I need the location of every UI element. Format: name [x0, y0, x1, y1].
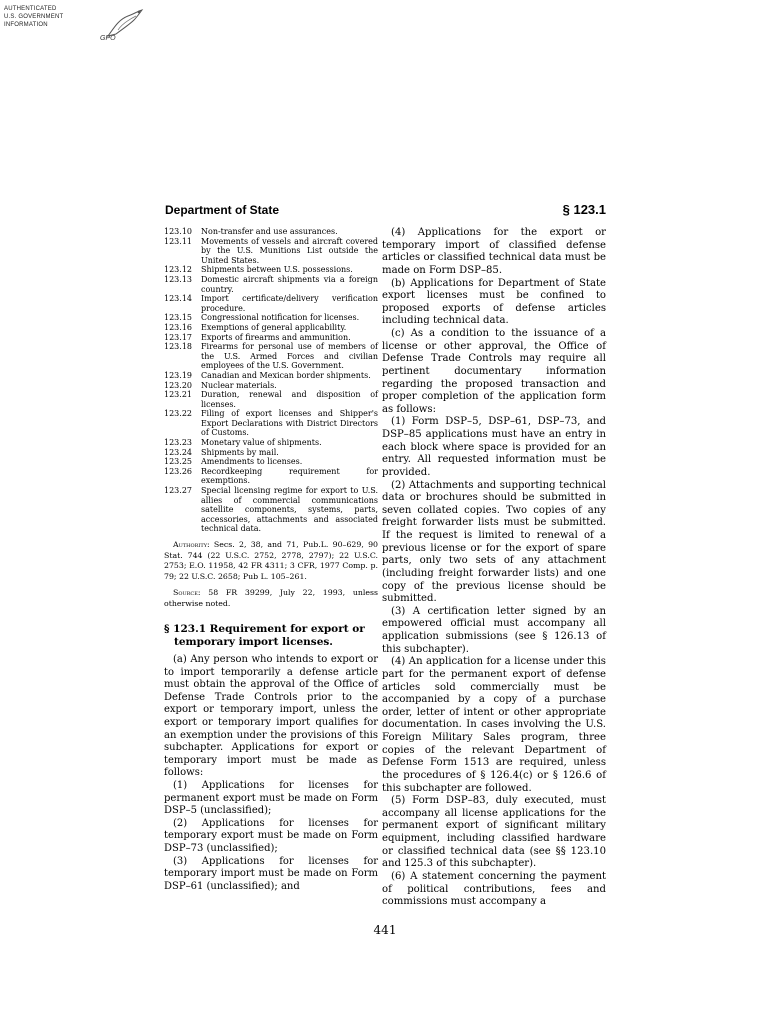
toc-entry: [164, 313, 378, 323]
toc-title: Amendments to licenses.: [201, 457, 303, 467]
body-paragraph: (2) Attachments and supporting technical data or brochures should be submitted in seven collated copies. Two copies of any freight forwarder lists must be submitted. If the request is limited to renewal of a previous license or for the export of spare parts, only two sets of any attachment (including freight forwarder lists) and one copy of the previous license should be submitted.: [382, 479, 606, 605]
toc-number: 123.24: [164, 447, 192, 457]
body-paragraph: (2) Applications for licenses for temporary export must be made on Form DSP–73 (unclassified);: [164, 817, 378, 854]
toc-number: 123.22: [164, 409, 192, 419]
toc-number: 123.21: [164, 390, 192, 400]
toc-number: 123.12: [164, 265, 192, 275]
toc-title: Firearms for personal use of members of the U.S. Armed Forces and civilian employees of the U.S. Government.: [201, 342, 378, 371]
toc-title: Domestic aircraft shipments via a foreign country.: [201, 274, 378, 294]
body-paragraph: (5) Form DSP–83, duly executed, must accompany all license applications for the permanent export of significant military equipment, including classified hardware or classified technical data (see §§ 123.10 and 125.3 of this subchapter).: [382, 795, 606, 870]
running-header-title: Department of State: [165, 203, 280, 217]
body-paragraph: (1) Applications for licenses for permanent export must be made on Form DSP–5 (unclassified);: [164, 779, 378, 817]
source-text: 58 FR 39299, July 22, 1993, unless otherwise noted.: [164, 588, 378, 608]
toc-title: Nuclear materials.: [201, 380, 277, 390]
toc-number: 123.15: [164, 313, 192, 323]
source-note: [164, 588, 378, 609]
toc-number: 123.14: [164, 294, 192, 304]
toc-number: 123.18: [164, 342, 192, 352]
body-paragraph: (3) A certification letter signed by an empowered official must accompany all application submissions (see § 126.13 of this subchapter).: [382, 605, 606, 655]
stamp-line: INFORMATION: [4, 22, 48, 28]
body-paragraph: (c) As a condition to the issuance of a license or other approval, the Office of Defense Trade Controls may require all pertinent documentary information regarding the proposed transaction and proper completion of the application form as follows:: [382, 328, 606, 415]
body-paragraph: (b) Applications for Department of State export licenses must be confined to proposed exports of defense articles including technical data.: [382, 277, 606, 327]
running-header-section: § 123.1: [562, 202, 606, 217]
toc-title: Non-transfer and use assurances.: [201, 227, 338, 236]
toc-title: Exports of firearms and ammunition.: [201, 332, 351, 342]
authority-label: Authority:: [173, 540, 210, 549]
section-heading: § 123.1 Requirement for export or temporary import licenses.: [164, 623, 365, 648]
toc-number: 123.11: [164, 236, 192, 246]
body-paragraph: (4) An application for a license under this part for the permanent export of defense articles sold commercially must be accompanied by a copy of a purchase order, letter of intent or other appropriate documentation. In cases involving the U.S. Foreign Military Sales program, three copies of the relevant Department of Defense Form 1513 are required, unless the procedures of § 126.4(c) or § 126.6 of this subchapter are followed.: [382, 656, 606, 794]
body-paragraph: (1) Form DSP–5, DSP–61, DSP–73, and DSP–85 applications must have an entry in each block where space is provided for an entry. All requested information must be provided.: [382, 416, 606, 478]
stamp-line: AUTHENTICATED: [4, 6, 57, 12]
toc-title: Shipments by mail.: [201, 447, 279, 457]
page-number: 441: [373, 923, 397, 937]
eagle-icon: [104, 8, 146, 40]
toc-title: Movements of vessels and aircraft covered by the U.S. Munitions List outside the United States.: [201, 236, 378, 265]
left-column: [164, 227, 378, 893]
toc-entry: [164, 237, 378, 266]
authority-note: [164, 540, 378, 582]
body-paragraph: (6) A statement concerning the payment of political contributions, fees and commissions must accompany a: [382, 870, 606, 908]
toc-entry: [164, 265, 378, 275]
toc-title: Congressional notification for licenses.: [201, 313, 360, 323]
toc-number: 123.23: [164, 438, 192, 448]
toc-title: Exemptions of general applicability.: [201, 322, 347, 332]
body-paragraph: (4) Applications for the export or temporary import of classified defense articles or classified technical data must be made on Form DSP–85.: [382, 227, 606, 276]
toc-title: Import certificate/delivery verification procedure.: [201, 294, 378, 313]
toc-number: 123.16: [164, 322, 192, 332]
body-paragraph: (3) Applications for licenses for temporary import must be made on Form DSP–61 (unclassified); and: [164, 855, 378, 892]
toc-number: 123.26: [164, 466, 192, 476]
toc-number: 123.25: [164, 457, 192, 467]
toc-number: 123.10: [164, 227, 192, 236]
stamp-gpo-mark: GPO: [100, 35, 116, 42]
stamp-line: U.S. GOVERNMENT: [4, 14, 64, 20]
toc-entry: [164, 371, 378, 381]
toc-entry: [164, 381, 378, 391]
toc-entry: [164, 390, 378, 409]
toc-entry: [164, 438, 378, 448]
toc-entry: [164, 486, 378, 534]
body-paragraph: (a) Any person who intends to export or to import temporarily a defense article must obtain the approval of the Office of Defense Trade Controls prior to the export or temporary import, unless the export or temporary import qualifies for an exemption under the provisions of this subchapter. Applications for export or temporary import must be made as follows:: [164, 654, 378, 779]
toc-number: 123.17: [164, 332, 192, 342]
toc-number: 123.27: [164, 486, 192, 496]
toc-title: Shipments between U.S. possessions.: [201, 265, 353, 275]
toc-entry: [164, 294, 378, 313]
toc-title: Duration, renewal and disposition of licenses.: [201, 390, 378, 409]
toc-entry: [164, 342, 378, 371]
table-of-contents: [164, 227, 378, 534]
toc-title: Special licensing regime for export to U.S. allies of commercial communications satellite components, systems, parts, accessories, attachments and associated technical data.: [201, 486, 378, 534]
toc-number: 123.20: [164, 380, 192, 390]
toc-entry: [164, 275, 378, 294]
authentication-stamp: [4, 6, 154, 50]
toc-title: Filing of export licenses and Shipper's Export Declarations with District Directors of Customs.: [201, 409, 378, 438]
toc-entry: [164, 467, 378, 486]
toc-entry: [164, 227, 378, 237]
toc-entry: [164, 409, 378, 438]
source-label: Source:: [173, 588, 201, 597]
toc-title: Monetary value of shipments.: [201, 438, 322, 448]
toc-entry: [164, 448, 378, 458]
toc-entry: [164, 457, 378, 467]
toc-number: 123.13: [164, 274, 192, 284]
right-column: [382, 227, 606, 909]
toc-title: Canadian and Mexican border shipments.: [201, 370, 371, 380]
toc-entry: [164, 323, 378, 333]
toc-number: 123.19: [164, 370, 192, 380]
toc-entry: [164, 333, 378, 343]
toc-title: Recordkeeping requirement for exemptions.: [201, 466, 378, 486]
authority-text: Secs. 2, 38, and 71, Pub.L. 90–629, 90 Stat. 744 (22 U.S.C. 2752, 2778, 2797); 22 U.S.C. 2753; E.O. 11958, 42 FR 4311; 3 CFR, 1977 Comp. p. 79; 22 U.S.C. 2658; Pub L. 105–261.: [164, 540, 378, 581]
